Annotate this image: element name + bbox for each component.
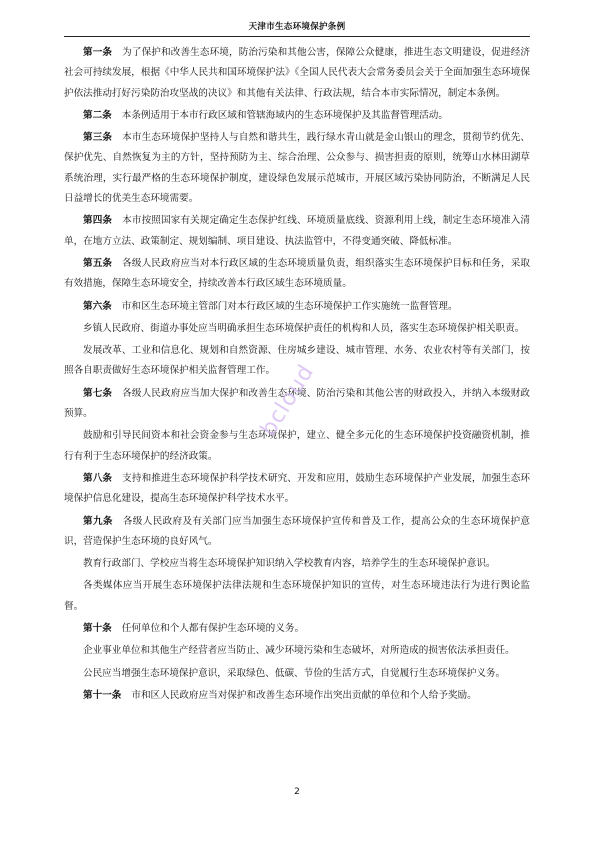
- paragraph: [64, 106, 530, 126]
- article-number: 第五条: [83, 257, 113, 269]
- paragraph: [64, 686, 530, 706]
- document-header-title: 天津市生态环境保护条例: [248, 22, 346, 32]
- paragraph: [64, 384, 530, 425]
- paragraph-text: 市和区人民政府应当对保护和改善生态环境作出突出贡献的单位和个人给予奖励。: [131, 689, 477, 701]
- header-divider: [64, 36, 530, 37]
- paragraph: [64, 664, 530, 684]
- paragraph: [64, 554, 530, 574]
- article-number: 第十条: [83, 623, 112, 635]
- paragraph: [64, 211, 530, 252]
- paragraph-text: 支持和推进生态环境保护科学技术研究、开发和应用，鼓励生态环境保护产业发展，加强生态环境保护信息化建设，提高生态环境保护科学技术水平。: [64, 472, 531, 505]
- paragraph-text: 鼓励和引导民间资本和社会资金参与生态环境保护，建立、健全多元化的生态环境保护投资融资机制，推行有利于生态环境保护的经济政策。: [64, 430, 530, 462]
- watermark: bcloud: [256, 360, 320, 441]
- paragraph-text: 各级人民政府及有关部门应当加强生态环境保护宣传和普及工作，提高公众的生态环境保护意识，营造保护生态环境的良好风气。: [64, 515, 531, 547]
- article-number: 第七条: [83, 387, 113, 399]
- article-number: 第三条: [83, 132, 113, 144]
- paragraph: [64, 128, 530, 209]
- paragraph-text: 本条例适用于本市行政区域和管辖海域内的生态环境保护及其监督管理活动。: [121, 109, 448, 121]
- paragraph-text: 各类媒体应当开展生态环境保护法律法规和生态环境保护知识的宣传，对生态环境违法行为进行舆论监督。: [64, 580, 530, 612]
- paragraph-text: 企业事业单位和其他生产经营者应当防止、减少环境污染和生态破坏，对所造成的损害依法承担责任。: [83, 645, 515, 657]
- article-number: 第十一条: [83, 689, 122, 701]
- paragraph-text: 本市按照国家有关规定确定生态保护红线、环境质量底线、资源利用上线，制定生态环境准入清单，在地方立法、政策制定、规划编制、项目建设、执法监管中，不得变通突破、降低标准。: [64, 215, 531, 247]
- paragraph: [64, 426, 530, 467]
- paragraph: [64, 469, 530, 510]
- paragraph: [64, 43, 530, 104]
- paragraph: [64, 297, 530, 317]
- article-number: 第九条: [83, 515, 113, 527]
- document-body: [64, 43, 530, 708]
- paragraph: [64, 619, 530, 639]
- article-number: 第八条: [83, 472, 113, 484]
- paragraph: [64, 576, 530, 617]
- paragraph: [64, 319, 530, 339]
- paragraph-text: 各级人民政府应当加大保护和改善生态环境、防治污染和其他公害的财政投入，并纳入本级财政预算。: [64, 387, 531, 420]
- paragraph-text: 乡镇人民政府、街道办事处应当明确承担生态环境保护责任的机构和人员，落实生态环境保护相关职责。: [83, 322, 525, 334]
- article-number: 第六条: [83, 300, 112, 312]
- paragraph-text: 市和区生态环境主管部门对本行政区域的生态环境保护工作实施统一监督管理。: [121, 300, 458, 312]
- article-number: 第一条: [83, 47, 113, 58]
- paragraph-text: 为了保护和改善生态环境，防治污染和其他公害，保障公众健康，推进生态文明建设，促进经济社会可持续发展，根据《中华人民共和国环境保护法》《全国人民代表大会常务委员会关于全面加强生态环境保护依法推动打好污染防治攻坚战的决议》和其他有关法律、行政法规，结合本市实际情况，制定本条例。: [64, 47, 531, 99]
- paragraph-text: 发展改革、工业和信息化、规划和自然资源、住房城乡建设、城市管理、水务、农业农村等有关部门，按照各自职责做好生态环境保护相关监督管理工作。: [64, 345, 530, 377]
- paragraph-text: 各级人民政府应当对本行政区域的生态环境质量负责，组织落实生态环境保护目标和任务，采取有效措施，保障生态环境安全，持续改善本行政区域生态环境质量。: [64, 257, 531, 290]
- paragraph-text: 任何单位和个人都有保护生态环境的义务。: [121, 623, 305, 635]
- paragraph: [64, 641, 530, 661]
- paragraph: [64, 512, 530, 553]
- paragraph: [64, 254, 530, 295]
- paragraph-text: 教育行政部门、学校应当将生态环境保护知识纳入学校教育内容，培养学生的生态环境保护意识。: [83, 558, 496, 570]
- paragraph-text: 本市生态环境保护坚持人与自然和谐共生，践行绿水青山就是金山银山的理念，贯彻节约优先、保护优先、自然恢复为主的方针，坚持预防为主、综合治理、公众参与、损害担责的原则，统筹山水林田湖草系统治理，实行最严格的生态环境保护制度，建设绿色发展示范城市，开展区域污染协同防治，不断满足人民日益增长的优美生态环境需要。: [64, 132, 531, 205]
- paragraph: [64, 341, 530, 382]
- article-number: 第二条: [83, 109, 112, 121]
- article-number: 第四条: [83, 215, 113, 227]
- paragraph-text: 公民应当增强生态环境保护意识，采取绿色、低碳、节俭的生活方式，自觉履行生态环境保护义务。: [83, 667, 506, 679]
- page-number: 2: [294, 787, 300, 797]
